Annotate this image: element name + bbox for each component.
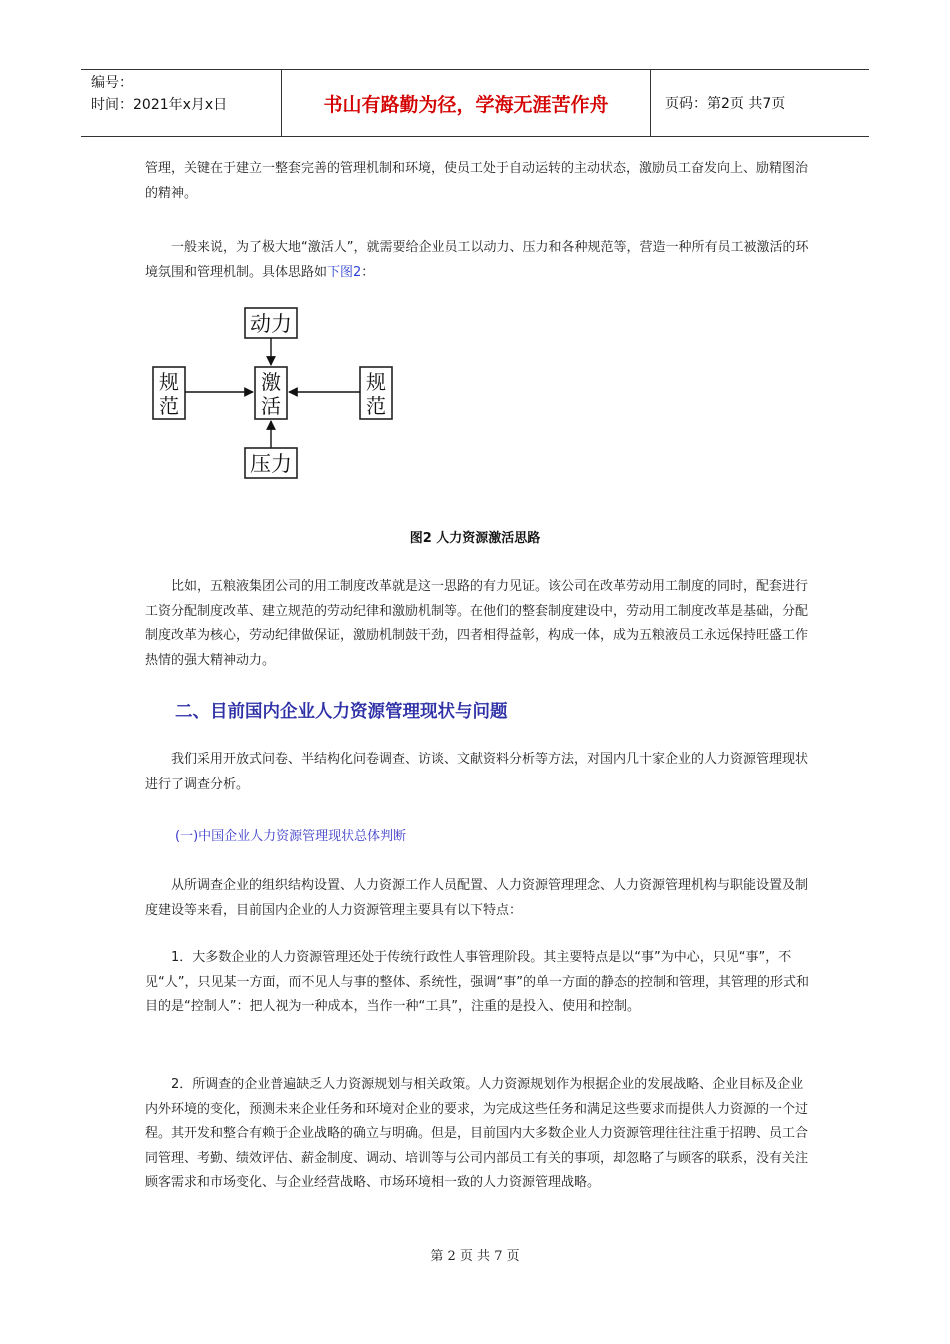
paragraph-7: 2．所调查的企业普遍缺乏人力资源规划与相关政策。人力资源规划作为根据企业的发展战略、企业目标及企业内外环境的变化，预测未来企业任务和环境对企业的要求，为完成这些任务和满足这些要求而提供人力资源的一个过程。其开发和整合有赖于企业战略的确立与明确。但是，目前国内大多数企业人力资源管理往往注重于招聘、员工合同管理、考勤、绩效评估、薪金制度、调动、培训等与公司内部员工有关的事项，却忽略了与顾客的联系，没有关注顾客需求和市场变化、与企业经营战略、市场环境相一致的人力资源管理战略。: [145, 1077, 809, 1190]
label-right-2: 范: [366, 394, 386, 418]
header-page-number: 页码：第2页 共7页: [665, 96, 786, 112]
paragraph-1-text: 管理，关键在于建立一整套完善的管理机制和环境，使员工处于自动运转的主动状态，激励员工奋发向上、励精图治的精神。: [145, 161, 809, 201]
box-right: [360, 367, 392, 419]
paragraph-5: 从所调查企业的组织结构设置、人力资源工作人员配置、人力资源管理理念、人力资源管理机构与职能设置及制度建设等来看，目前国内企业的人力资源管理主要具有以下特点：: [145, 878, 809, 918]
label-left-1: 规: [159, 370, 179, 394]
label-pressure: 压力: [250, 452, 292, 476]
box-left: [153, 367, 185, 419]
label-left-2: 范: [159, 394, 179, 418]
label-center-2: 活: [261, 394, 281, 418]
paragraph-6: 1．大多数企业的人力资源管理还处于传统行政性人事管理阶段。其主要特点是以“事”为中心，只见“事”，不见“人”，只见某一方面，而不见人与事的整体、系统性，强调“事”的单一方面的静态的控制和管理，其管理的形式和目的是“控制人”：把人视为一种成本，当作一种“工具”，注重的是投入、使用和控制。: [145, 950, 809, 1014]
paragraph-3: 比如，五粮液集团公司的用工制度改革就是这一思路的有力见证。该公司在改革劳动用工制度的同时，配套进行工资分配制度改革、建立规范的劳动纪律和激励机制等。在他们的整套制度建设中，劳动用工制度改革是基础，分配制度改革为核心，劳动纪律做保证，激励机制鼓干劲，四者相得益彰，构成一体，成为五粮液员工永远保持旺盛工作热情的强大精神动力。: [145, 579, 809, 668]
box-center: [255, 367, 287, 419]
paragraph-1: [145, 157, 815, 206]
paragraph-2: [145, 236, 815, 285]
label-right-1: 规: [366, 370, 386, 394]
figure-2-link[interactable]: 下图2: [327, 264, 362, 280]
paragraph-4: 我们采用开放式问卷、半结构化问卷调查、访谈、文献资料分析等方法，对国内几十家企业的人力资源管理现状进行了调查分析。: [145, 752, 809, 792]
label-center-1: 激: [261, 370, 281, 394]
page-footer: 第 2 页 共 7 页: [430, 1249, 520, 1264]
paragraph-2-text: 一般来说，为了极大地“激活人”，就需要给企业员工以动力、压力和各种规范等，营造一种所有员工被激活的环境氛围和管理机制。具体思路如: [145, 240, 809, 280]
section-heading: 二、目前国内企业人力资源管理现状与问题: [175, 702, 508, 722]
paragraph-2-end: ：: [361, 264, 375, 280]
header-meta: [81, 70, 281, 136]
label-motivation: 动力: [250, 312, 292, 336]
activation-diagram: [145, 300, 405, 485]
subsection-heading[interactable]: (一)中国企业人力资源管理现状总体判断: [175, 829, 407, 844]
box-bottom: [245, 448, 297, 478]
serial-number-label: 编号：: [91, 75, 133, 91]
page-header: [81, 69, 869, 137]
figure-caption: 图2 人力资源激活思路: [409, 531, 541, 546]
box-top: [245, 308, 297, 338]
date-label: 时间：2021年x月x日: [91, 97, 228, 113]
header-motto: 书山有路勤为径，学海无涯苦作舟: [281, 70, 651, 136]
